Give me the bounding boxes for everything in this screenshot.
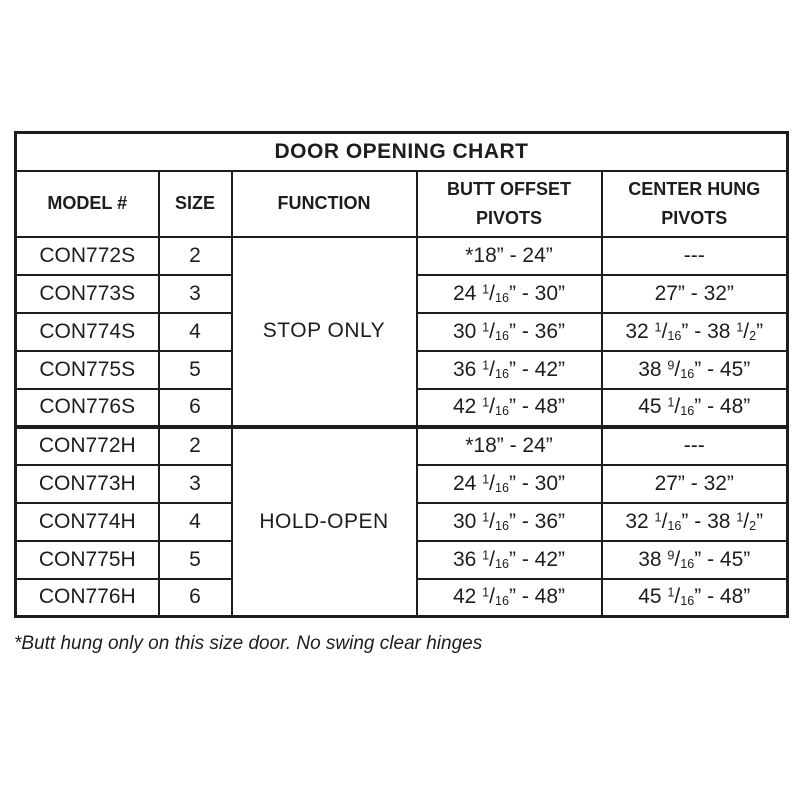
cell-model: CON775H (16, 541, 159, 579)
cell-butt-offset: 30 $^1/_{16}$” - 36” (417, 313, 602, 351)
col-header-size: SIZE (159, 171, 232, 237)
col-header-model: MODEL # (16, 171, 159, 237)
cell-butt-offset: 30 $^1/_{16}$” - 36” (417, 503, 602, 541)
col-header-butt-offset-pivots (417, 171, 602, 237)
cell-model: CON773S (16, 275, 159, 313)
door-opening-chart-table (14, 131, 789, 618)
cell-size: 3 (159, 275, 232, 313)
cell-center-hung: 32 $^1/_{16}$” - 38 $^1/_2$” (602, 313, 788, 351)
fraction: $^1/_{16}$ (482, 395, 510, 418)
cell-center-hung: 27” - 32” (602, 275, 788, 313)
fraction: $^1/_{16}$ (482, 281, 510, 305)
fraction: $^1/_{16}$ (654, 509, 682, 533)
cell-center-hung: 45 $^1/_{16}$” - 48” (602, 579, 788, 617)
cell-size: 2 (159, 237, 232, 275)
fraction: $^1/_{16}$ (667, 585, 695, 609)
cell-butt-offset: 36 $^1/_{16}$” - 42” (417, 541, 602, 579)
cell-center-hung: 38 $^9/_{16}$” - 45” (602, 351, 788, 389)
cell-size: 3 (159, 465, 232, 503)
header-line: BUTT OFFSET (447, 178, 571, 199)
cell-butt-offset: *18” - 24” (417, 237, 602, 275)
fraction: $^1/_{16}$ (482, 319, 510, 343)
fraction: $^1/_{16}$ (654, 319, 682, 343)
cell-butt-offset: 42 $^1/_{16}$” - 48” (417, 389, 602, 427)
cell-model: CON773H (16, 465, 159, 503)
cell-center-hung: 27” - 32” (602, 465, 788, 503)
col-header-function: FUNCTION (232, 171, 417, 237)
cell-center-hung: 38 $^9/_{16}$” - 45” (602, 541, 788, 579)
cell-function-stop-only: STOP ONLY (232, 237, 417, 427)
cell-model: CON772H (16, 427, 159, 465)
cell-size: 5 (159, 351, 232, 389)
table-title-row (16, 133, 788, 171)
fraction: $^1/_2$ (736, 509, 757, 533)
cell-size: 2 (159, 427, 232, 465)
cell-size: 4 (159, 313, 232, 351)
cell-butt-offset: 42 $^1/_{16}$” - 48” (417, 579, 602, 617)
fraction: $^9/_{16}$ (667, 547, 695, 571)
cell-size: 6 (159, 389, 232, 427)
cell-model: CON774S (16, 313, 159, 351)
fraction: $^1/_{16}$ (482, 509, 510, 533)
fraction: $^1/_{16}$ (482, 585, 510, 609)
table-header-row (16, 171, 788, 237)
fraction: $^1/_{16}$ (482, 547, 510, 571)
table-row (16, 237, 788, 275)
cell-butt-offset: 36 $^1/_{16}$” - 42” (417, 351, 602, 389)
fraction: $^1/_{16}$ (482, 357, 510, 381)
cell-center-hung: 45 $^1/_{16}$” - 48” (602, 389, 788, 427)
fraction: $^9/_{16}$ (667, 357, 695, 381)
fraction: $^1/_{16}$ (667, 395, 695, 418)
cell-center-hung: --- (602, 427, 788, 465)
table-title: DOOR OPENING CHART (16, 133, 788, 171)
cell-model: CON776H (16, 579, 159, 617)
cell-butt-offset: 24 $^1/_{16}$” - 30” (417, 275, 602, 313)
cell-size: 5 (159, 541, 232, 579)
table-row (16, 427, 788, 465)
cell-model: CON775S (16, 351, 159, 389)
cell-model: CON776S (16, 389, 159, 427)
footnote: *Butt hung only on this size door. No swing clear hinges (14, 633, 483, 654)
cell-function-hold-open: HOLD-OPEN (232, 427, 417, 617)
cell-size: 6 (159, 579, 232, 617)
header-line: PIVOTS (661, 207, 728, 228)
cell-model: CON772S (16, 237, 159, 275)
cell-center-hung: --- (602, 237, 788, 275)
cell-model: CON774H (16, 503, 159, 541)
cell-butt-offset: 24 $^1/_{16}$” - 30” (417, 465, 602, 503)
fraction: $^1/_{16}$ (482, 471, 510, 495)
fraction: $^1/_2$ (736, 319, 757, 343)
cell-center-hung: 32 $^1/_{16}$” - 38 $^1/_2$” (602, 503, 788, 541)
header-line: CENTER HUNG (628, 178, 761, 199)
col-header-center-hung-pivots (602, 171, 788, 237)
cell-butt-offset: *18” - 24” (417, 427, 602, 465)
header-line: PIVOTS (475, 207, 542, 228)
cell-size: 4 (159, 503, 232, 541)
